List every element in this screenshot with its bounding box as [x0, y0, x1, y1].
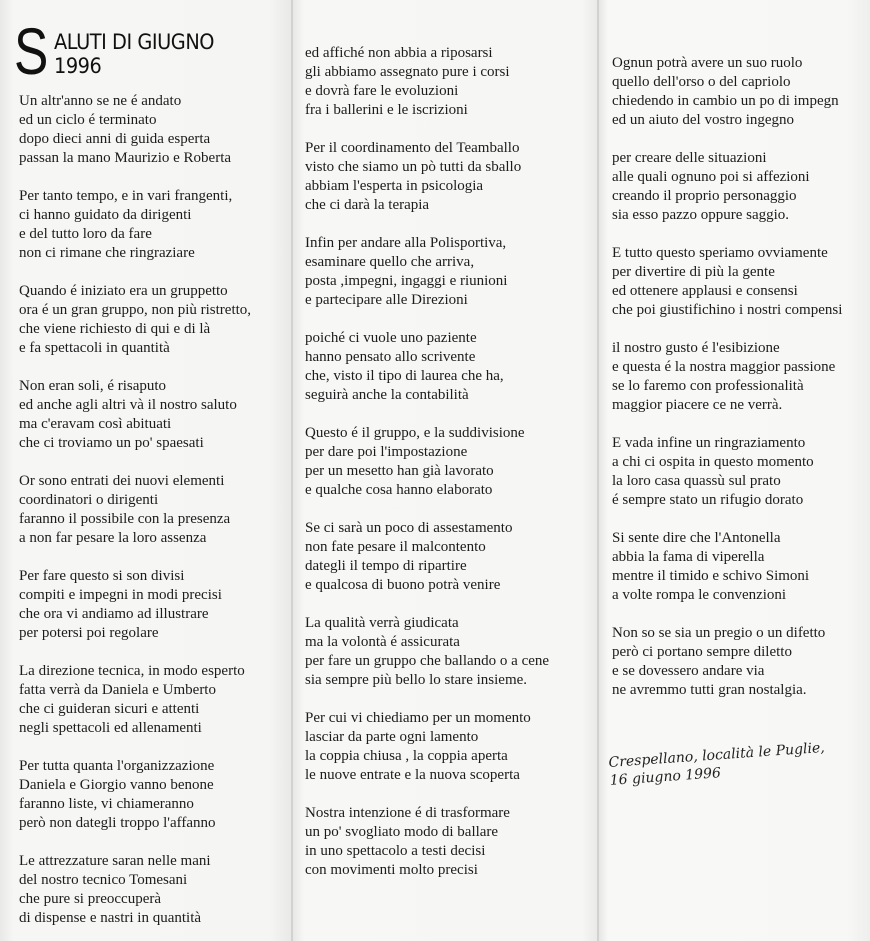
- signature-date: 16 giugno 1996: [609, 765, 722, 789]
- poem-column-2: [305, 44, 549, 880]
- stanza: [19, 472, 251, 548]
- verse-line: lasciar da parte ogni lamento: [305, 729, 479, 745]
- verse-line: a non far pesare la loro assenza: [19, 530, 207, 546]
- verse-line: maggior piacere ce ne verrà.: [612, 397, 783, 413]
- verse-line: Non eran soli, é risaputo: [19, 378, 167, 394]
- verse-line: Per cui vi chiediamo per un momento: [305, 710, 531, 726]
- stanza: [305, 139, 549, 215]
- verse-line: non ci rimane che ringraziare: [19, 245, 195, 261]
- verse-line: per un mesetto han già lavorato: [305, 463, 494, 479]
- verse-line: di dispense e nastri in quantità: [19, 910, 202, 926]
- verse-line: e dovrà fare le evoluzioni: [305, 83, 459, 99]
- verse-line: compiti e impegni in modi precisi: [19, 587, 222, 603]
- verse-line: per fare un gruppo che ballando o a cene: [305, 653, 550, 669]
- verse-line: Un altr'anno se ne é andato: [19, 93, 182, 109]
- verse-line: fra i ballerini e le iscrizioni: [305, 102, 468, 118]
- stanza: [612, 149, 842, 225]
- verse-line: e questa é la nostra maggior passione: [612, 359, 836, 375]
- verse-line: Or sono entrati dei nuovi elementi: [19, 473, 225, 489]
- verse-line: Non so se sia un pregio o un difetto: [612, 625, 826, 641]
- verse-line: coordinatori o dirigenti: [19, 492, 159, 508]
- verse-line: in uno spettacolo a testi decisi: [305, 843, 486, 859]
- verse-line: creando il proprio personaggio: [612, 188, 797, 204]
- verse-line: a chi ci ospita in questo momento: [612, 454, 814, 470]
- verse-line: però non dategli troppo l'affanno: [19, 815, 216, 831]
- verse-line: La direzione tecnica, in modo esperto: [19, 663, 245, 679]
- verse-line: faranno liste, vi chiameranno: [19, 796, 194, 812]
- stanza: [19, 282, 251, 358]
- verse-line: ma c'eravam così abituati: [19, 416, 172, 432]
- stanza: [305, 44, 549, 120]
- stanza: [19, 377, 251, 453]
- poem-column-1: [19, 92, 251, 928]
- verse-line: chiedendo in cambio un po di impegn: [612, 93, 839, 109]
- fold-line: [597, 0, 599, 941]
- stanza: [305, 234, 549, 310]
- verse-line: Quando é iniziato era un gruppetto: [19, 283, 228, 299]
- verse-line: per divertire di più la gente: [612, 264, 775, 280]
- verse-line: mentre il timido e schivo Simoni: [612, 568, 810, 584]
- verse-line: che poi giustifichino i nostri compensi: [612, 302, 843, 318]
- verse-line: che ci darà la terapia: [305, 197, 430, 213]
- verse-line: negli spettacoli ed allenamenti: [19, 720, 202, 736]
- verse-line: gli abbiamo assegnato pure i corsi: [305, 64, 510, 80]
- verse-line: che ci troviamo un po' spaesati: [19, 435, 204, 451]
- verse-line: con movimenti molto precisi: [305, 862, 478, 878]
- fold-line: [291, 0, 293, 941]
- stanza: [19, 92, 251, 168]
- stanza: [19, 757, 251, 833]
- verse-line: Se ci sarà un poco di assestamento: [305, 520, 513, 536]
- verse-line: se lo faremo con professionalità: [612, 378, 804, 394]
- stanza: [612, 624, 842, 700]
- verse-line: ed anche agli altri và il nostro saluto: [19, 397, 237, 413]
- stanza: [612, 529, 842, 605]
- verse-line: che viene richiesto di qui e di là: [19, 321, 211, 337]
- verse-line: passan la mano Maurizio e Roberta: [19, 150, 232, 166]
- verse-line: Per tanto tempo, e in vari frangenti,: [19, 188, 233, 204]
- title-drop-cap: S: [14, 14, 49, 88]
- poem-title: [14, 14, 284, 88]
- stanza: [19, 852, 251, 928]
- verse-line: Per tutta quanta l'organizzazione: [19, 758, 215, 774]
- verse-line: a volte rompa le convenzioni: [612, 587, 787, 603]
- stanza: [612, 339, 842, 415]
- stanza: [305, 709, 549, 785]
- stanza: [19, 662, 251, 738]
- poem-column-3: [612, 54, 842, 700]
- verse-line: però ci portano sempre diletto: [612, 644, 792, 660]
- verse-line: alle quali ognuno poi si affezioni: [612, 169, 810, 185]
- stanza: [612, 54, 842, 130]
- stanza: [19, 187, 251, 263]
- verse-line: seguirà anche la contabilità: [305, 387, 469, 403]
- verse-line: un po' svogliato modo di ballare: [305, 824, 499, 840]
- verse-line: faranno il possibile con la presenza: [19, 511, 231, 527]
- stanza: [19, 567, 251, 643]
- verse-line: hanno pensato allo scrivente: [305, 349, 476, 365]
- verse-line: Nostra intenzione é di trasformare: [305, 805, 510, 821]
- verse-line: ma la volontà é assicurata: [305, 634, 460, 650]
- title-text: ALUTI DI GIUGNO 1996: [54, 30, 215, 78]
- stanza: [305, 519, 549, 595]
- verse-line: e del tutto loro da fare: [19, 226, 152, 242]
- verse-line: per creare delle situazioni: [612, 150, 767, 166]
- verse-line: per dare poi l'impostazione: [305, 444, 468, 460]
- verse-line: ed un aiuto del vostro ingegno: [612, 112, 795, 128]
- verse-line: visto che siamo un pò tutti da sballo: [305, 159, 522, 175]
- verse-line: del nostro tecnico Tomesani: [19, 872, 188, 888]
- verse-line: per potersi poi regolare: [19, 625, 159, 641]
- verse-line: e partecipare alle Direzioni: [305, 292, 468, 308]
- stanza: [305, 804, 549, 880]
- verse-line: Daniela e Giorgio vanno benone: [19, 777, 214, 793]
- verse-line: Per il coordinamento del Teamballo: [305, 140, 520, 156]
- verse-line: é sempre stato un rifugio dorato: [612, 492, 804, 508]
- verse-line: e qualche cosa hanno elaborato: [305, 482, 493, 498]
- verse-line: Si sente dire che l'Antonella: [612, 530, 781, 546]
- verse-line: ed un ciclo é terminato: [19, 112, 157, 128]
- verse-line: ne avremmo tutti gran nostalgia.: [612, 682, 807, 698]
- verse-line: fatta verrà da Daniela e Umberto: [19, 682, 216, 698]
- verse-line: che pure si preoccuperà: [19, 891, 162, 907]
- verse-line: La qualità verrà giudicata: [305, 615, 459, 631]
- verse-line: E tutto questo speriamo ovviamente: [612, 245, 828, 261]
- stanza: [305, 424, 549, 500]
- verse-line: che ci guideran sicuri e attenti: [19, 701, 200, 717]
- stanza: [305, 329, 549, 405]
- verse-line: quello dell'orso o del capriolo: [612, 74, 791, 90]
- verse-line: Le attrezzature saran nelle mani: [19, 853, 211, 869]
- verse-line: abbia la fama di viperella: [612, 549, 765, 565]
- verse-line: abbiam l'esperta in psicologia: [305, 178, 484, 194]
- verse-line: la coppia chiusa , la coppia aperta: [305, 748, 508, 764]
- verse-line: le nuove entrate e la nuova scoperta: [305, 767, 520, 783]
- verse-line: Infin per andare alla Polisportiva,: [305, 235, 507, 251]
- verse-line: e se dovessero andare via: [612, 663, 765, 679]
- verse-line: la loro casa quassù sul prato: [612, 473, 781, 489]
- verse-line: ed affiché non abbia a riposarsi: [305, 45, 493, 61]
- verse-line: Questo é il gruppo, e la suddivisione: [305, 425, 525, 441]
- verse-line: esaminare quello che arriva,: [305, 254, 475, 270]
- verse-line: E vada infine un ringraziamento: [612, 435, 806, 451]
- verse-line: dopo dieci anni di guida esperta: [19, 131, 211, 147]
- verse-line: non fate pesare il malcontento: [305, 539, 486, 555]
- stanza: [612, 434, 842, 510]
- verse-line: e qualcosa di buono potrà venire: [305, 577, 501, 593]
- verse-line: ora é un gran gruppo, non più ristretto,: [19, 302, 252, 318]
- verse-line: ci hanno guidato da dirigenti: [19, 207, 192, 223]
- verse-line: Per fare questo si son divisi: [19, 568, 185, 584]
- stanza: [305, 614, 549, 690]
- verse-line: che ora vi andiamo ad illustrare: [19, 606, 209, 622]
- verse-line: sia sempre più bello lo stare insieme.: [305, 672, 528, 688]
- verse-line: sia esso pazzo oppure saggio.: [612, 207, 790, 223]
- stanza: [612, 244, 842, 320]
- verse-line: dategli il tempo di ripartire: [305, 558, 467, 574]
- verse-line: il nostro gusto é l'esibizione: [612, 340, 780, 356]
- verse-line: che, visto il tipo di laurea che ha,: [305, 368, 504, 384]
- verse-line: poiché ci vuole uno paziente: [305, 330, 477, 346]
- verse-line: ed ottenere applausi e consensi: [612, 283, 798, 299]
- verse-line: e fa spettacoli in quantità: [19, 340, 170, 356]
- verse-line: posta ,impegni, ingaggi e riunioni: [305, 273, 508, 289]
- verse-line: Ognun potrà avere un suo ruolo: [612, 55, 803, 71]
- signature-place: Crespellano, località le Puglie,: [608, 739, 826, 771]
